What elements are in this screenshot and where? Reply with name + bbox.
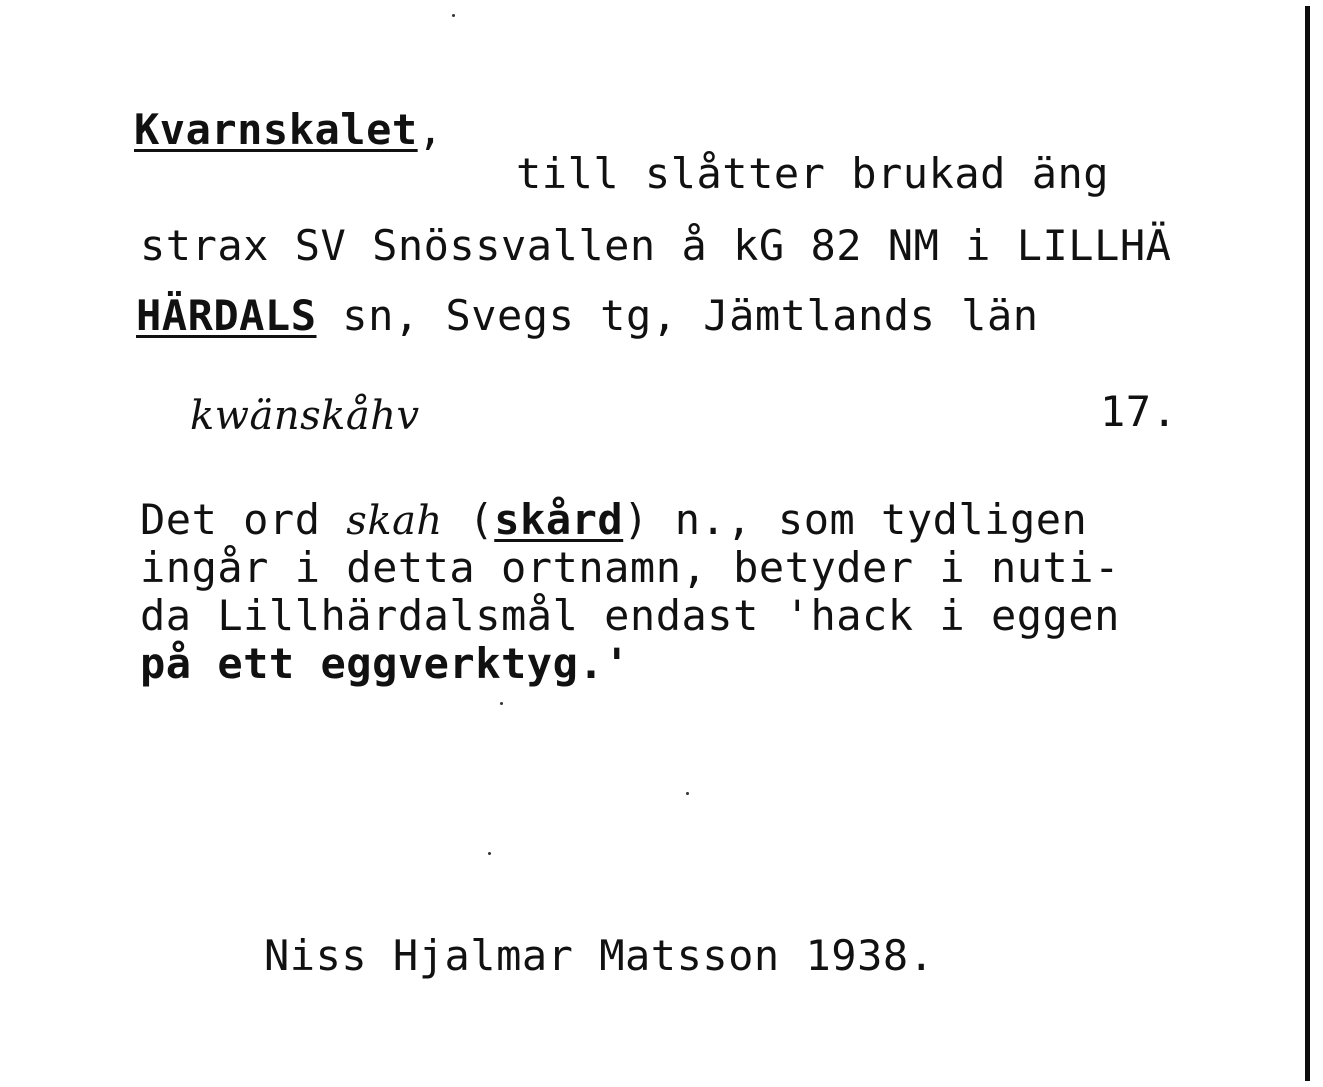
headword: Kvarnskalet (134, 105, 418, 154)
paragraph-line-3: da Lillhärdalsmål endast 'hack i eggen (140, 591, 1120, 640)
card-number: 17. (1100, 387, 1178, 436)
description-line-3 (136, 292, 1039, 340)
card-edge-line (1305, 6, 1310, 1081)
paragraph-line-1 (140, 496, 1087, 545)
description-line-1: till slåtter brukad äng (516, 149, 1110, 198)
speck (686, 792, 689, 795)
paragraph-line-2: ingår i detta ortnamn, betyder i nuti- (140, 543, 1120, 592)
speck (452, 14, 455, 17)
parish-name: HÄRDALS (136, 291, 317, 340)
para1-text-a: Det ord (140, 495, 347, 544)
dialect-word-handwritten: skah (346, 498, 443, 544)
pronunciation-handwritten: kwänskåhv (190, 393, 420, 439)
speck (488, 852, 491, 855)
para1-text-b: ( (442, 495, 495, 544)
signature-line: Niss Hjalmar Matsson 1938. (264, 931, 935, 980)
standard-word: skård (494, 495, 624, 544)
paragraph-line-4: på ett eggverktyg.' (140, 639, 630, 688)
description-line-2: strax SV Snössvallen å kG 82 NM i LILLHÄ (140, 221, 1172, 270)
headword-comma: , (417, 105, 444, 154)
parish-location: sn, Svegs tg, Jämtlands län (316, 291, 1039, 340)
speck (500, 702, 503, 705)
para1-text-c: ) n., som tydligen (623, 495, 1088, 544)
headword-line (134, 106, 443, 154)
